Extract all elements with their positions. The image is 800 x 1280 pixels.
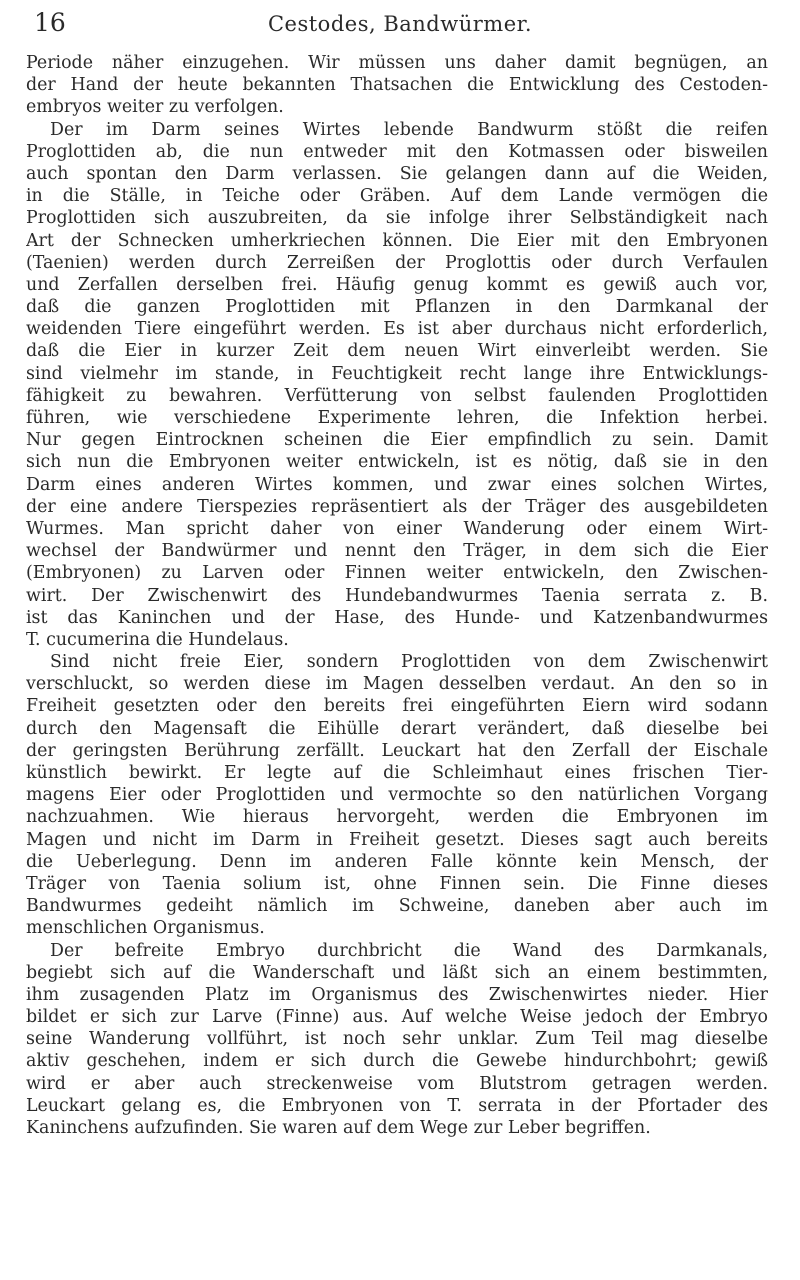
text-line: künstlich bewirkt. Er legte auf die Schleimhaut eines frischen Tier- xyxy=(26,763,768,783)
running-title: Cestodes, Bandwürmer. xyxy=(267,12,533,36)
text-line: seine Wanderung vollführt, ist noch sehr unklar. Zum Teil mag dieselbe xyxy=(26,1029,768,1050)
text-line: Proglottiden sich auszubreiten, da sie infolge ihrer Selbständigkeit nach xyxy=(26,208,768,229)
text-line: Kaninchens aufzufinden. Sie waren auf dem Wege zur Leber begriffen. xyxy=(26,1118,651,1138)
text-line: Magen und nicht im Darm in Freiheit gesetzt. Dieses sagt auch bereits xyxy=(26,829,768,850)
text-line: der geringsten Berührung zerfällt. Leuckart hat den Zerfall der Eischale xyxy=(26,740,768,761)
page-header xyxy=(22,8,778,42)
page-number: 16 xyxy=(34,8,66,37)
text-line: (Taenien) werden durch Zerreißen der Proglottis oder durch Verfaulen xyxy=(26,252,768,273)
text-line: in die Ställe, in Teiche oder Gräben. Auf dem Lande vermögen die xyxy=(26,186,768,207)
text-line: (Embryonen) zu Larven oder Finnen weiter entwickeln, den Zwischen- xyxy=(26,563,768,584)
text-line: nachzuahmen. Wie hieraus hervorgeht, werden die Embryonen im xyxy=(26,807,768,828)
text-line: weidenden Tiere eingeführt werden. Es ist aber durchaus nicht erforderlich, xyxy=(26,319,768,340)
text-line: wird er aber auch streckenweise vom Blutstrom getragen werden. xyxy=(26,1073,768,1094)
text-line: fähigkeit zu bewahren. Verfütterung von selbst faulenden Proglottiden xyxy=(26,385,768,406)
text-line: Nur gegen Eintrocknen scheinen die Eier empfindlich zu sein. Damit xyxy=(26,430,768,451)
text-line: Wurmes. Man spricht daher von einer Wanderung oder einem Wirt- xyxy=(26,518,768,539)
text-line: der eine andere Tierspezies repräsentiert als der Träger des ausgebildeten xyxy=(26,496,768,517)
text-line: Der befreite Embryo durchbricht die Wand des Darmkanals, xyxy=(50,940,768,961)
text-line: bildet er sich zur Larve (Finne) aus. Auf welche Weise jedoch der Embryo xyxy=(26,1007,768,1028)
text-line: verschluckt, so werden diese im Magen desselben verdaut. An den so in xyxy=(26,674,768,695)
text-line: Freiheit gesetzten oder den bereits frei eingeführten Eiern wird sodann xyxy=(26,696,768,717)
text-line: Sind nicht freie Eier, sondern Proglottiden von dem Zwischenwirt xyxy=(50,652,768,673)
text-line: Periode näher einzugehen. Wir müssen uns daher damit begnügen, an xyxy=(26,53,768,73)
text-line: Bandwurmes gedeiht nämlich im Schweine, daneben aber auch im xyxy=(26,896,768,917)
text-line: sind vielmehr im stande, in Feuchtigkeit recht lange ihre Entwicklungs- xyxy=(26,363,768,384)
text-line: ist das Kaninchen und der Hase, des Hunde- und Katzenbandwurmes xyxy=(26,607,768,628)
text-line: führen, wie verschiedene Experimente lehren, die Infektion herbei. xyxy=(26,408,768,428)
text-line: T. cucumerina die Hundelaus. xyxy=(26,629,289,650)
text-line: aktiv geschehen, indem er sich durch die Gewebe hindurchbohrt; gewiß xyxy=(26,1051,768,1072)
text-line: und Zerfallen derselben frei. Häufig genug kommt es gewiß auch vor, xyxy=(26,274,768,295)
text-line: die Ueberlegung. Denn im anderen Falle könnte kein Mensch, der xyxy=(26,851,768,872)
text-line: daß die Eier in kurzer Zeit dem neuen Wirt einverleibt werden. Sie xyxy=(26,341,768,362)
text-line: Der im Darm seines Wirtes lebende Bandwurm stößt die reifen xyxy=(50,119,768,140)
text-line: sich nun die Embryonen weiter entwickeln, ist es nötig, daß sie in den xyxy=(26,452,768,473)
text-line: auch spontan den Darm verlassen. Sie gelangen dann auf die Weiden, xyxy=(26,163,768,184)
text-line: magens Eier oder Proglottiden und vermochte so den natürlichen Vorgang xyxy=(26,785,768,806)
text-line: daß die ganzen Proglottiden mit Pflanzen in den Darmkanal der xyxy=(26,297,768,318)
text-line: embryos weiter zu verfolgen. xyxy=(26,97,284,118)
text-line: wirt. Der Zwischenwirt des Hundebandwurmes Taenia serrata z. B. xyxy=(26,585,768,606)
text-line: ihm zusagenden Platz im Organismus des Zwischenwirtes nieder. Hier xyxy=(26,984,768,1005)
text-line: Art der Schnecken umherkriechen können. Die Eier mit den Embryonen xyxy=(26,230,768,251)
text-line: menschlichen Organismus. xyxy=(26,918,265,939)
text-line: wechsel der Bandwürmer und nennt den Träger, in dem sich die Eier xyxy=(26,541,768,562)
text-line: Darm eines anderen Wirtes kommen, und zwar eines solchen Wirtes, xyxy=(26,474,768,495)
body-text xyxy=(26,52,768,1139)
text-line: der Hand der heute bekannten Thatsachen die Entwicklung des Cestoden- xyxy=(26,75,768,96)
text-line: Träger von Taenia solium ist, ohne Finnen sein. Die Finne dieses xyxy=(26,873,768,894)
text-line: Leuckart gelang es, die Embryonen von T. serrata in der Pfortader des xyxy=(26,1095,768,1116)
text-line: begiebt sich auf die Wanderschaft und läßt sich an einem bestimmten, xyxy=(26,962,768,983)
text-line: Proglottiden ab, die nun entweder mit den Kotmassen oder bisweilen xyxy=(26,141,768,162)
text-line: durch den Magensaft die Eihülle derart verändert, daß dieselbe bei xyxy=(26,718,768,739)
